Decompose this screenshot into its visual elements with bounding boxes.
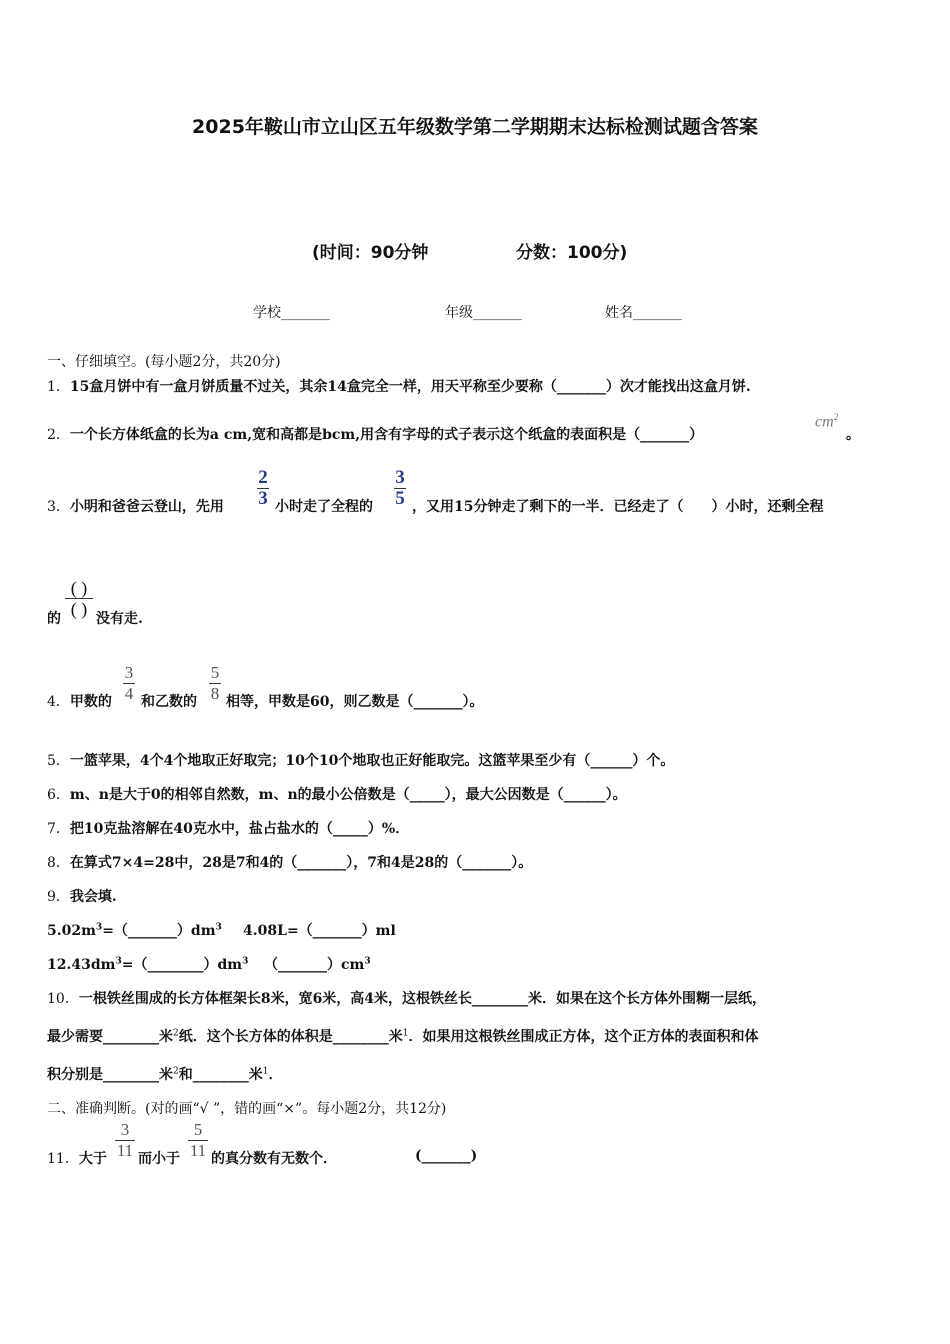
question-6	[47, 784, 627, 804]
answer-blank: (_______)	[415, 1148, 478, 1164]
question-number: 5．	[47, 753, 70, 769]
question-number: 1．	[47, 379, 70, 395]
name-field: 姓名_______	[605, 305, 682, 321]
question-7	[47, 818, 409, 838]
question-text-part2: 和乙数的	[141, 694, 197, 710]
question-number: 3．	[47, 499, 70, 515]
question-text-part2: 而小于	[138, 1151, 180, 1167]
question-3-line2a: 的	[47, 611, 61, 627]
question-text: 在算式7×4=28中，28是7和4的（_______），7和4是28的（_______）。	[69, 855, 533, 871]
question-11	[47, 1148, 107, 1168]
fraction-5-8: 5 8	[210, 663, 220, 703]
question-5	[47, 750, 674, 770]
section-2-heading: 二、准确判断。(对的画“√ ”，错的画“×”。每小题2分，共12分)	[47, 1101, 447, 1117]
question-text: 把10克盐溶解在40克水中，盐占盐水的（_____）%．	[69, 821, 410, 837]
question-text-part1: 小明和爸爸云登山，先用	[69, 499, 224, 515]
question-9-line-a: $5.02m^3=(\_\_\_\_\_\_\_)dm^3$	[47, 922, 222, 939]
question-number: 7．	[47, 821, 70, 837]
question-number: 11．	[47, 1151, 79, 1167]
question-10-line3: 积分别是________米$^2$和________米$^1$．	[47, 1066, 283, 1083]
question-1	[47, 376, 751, 396]
question-8	[47, 852, 532, 872]
question-number: 2．	[47, 427, 70, 443]
question-number: 6．	[47, 787, 70, 803]
page-title: 2025年鞍山市立山区五年级数学第二学期期末达标检测试题含答案	[192, 116, 758, 138]
question-text: 15盒月饼中有一盒月饼质量不过关，其余14盒完全一样，用天平称至少要称（_______）次才能找出这盒月饼.	[69, 379, 751, 395]
question-9	[47, 886, 117, 906]
question-number: 4．	[47, 694, 70, 710]
question-number: 8．	[47, 855, 70, 871]
question-text-part1: 大于	[78, 1151, 107, 1167]
question-3-line2b: 没有走.	[96, 611, 143, 627]
time-label: (时间：90分钟	[312, 243, 429, 263]
question-text-part2: 小时走了全程的	[275, 499, 373, 515]
fraction-5-11: 5 11	[189, 1120, 207, 1160]
question-number: 10．	[47, 991, 79, 1007]
question-9-line-a-part2: 4.08L=（_______）ml	[243, 923, 396, 939]
question-10	[47, 988, 766, 1008]
question-3	[47, 496, 224, 516]
question-2	[47, 424, 703, 444]
fraction-2-3: 2 3	[258, 467, 268, 509]
blank-fraction: ( ) ( )	[64, 578, 94, 619]
question-text: 我会填.	[69, 889, 117, 905]
question-text-part3: ，又用15分钟走了剩下的一半．已经走了（ ）小时，还剩全程	[412, 499, 824, 515]
question-text: m、n是大于0的相邻自然数，m、n的最小公倍数是（_____），最大公因数是（______）。	[69, 787, 627, 803]
unit-cm2: $cm^2$	[815, 412, 839, 431]
question-2-tail: 。	[846, 427, 860, 443]
question-9-line-b: $12.43dm^3=(\_\_\_\_\_\_\_\_)dm^3$	[47, 956, 249, 973]
question-text-part3: 相等，甲数是60，则乙数是（_______）。	[226, 694, 484, 710]
question-4	[47, 691, 112, 711]
question-text-part3: 的真分数有无数个．	[211, 1151, 337, 1167]
question-text: 一个长方体纸盒的长为a cm,宽和高都是bcm,用含有字母的式子表示这个纸盒的表面积是（_______）	[69, 427, 704, 443]
fraction-3-4: 3 4	[124, 663, 134, 703]
score-label: 分数：100分)	[516, 243, 628, 263]
question-text-line1: 一根铁丝围成的长方体框架长8米，宽6米，高4米，这根铁丝长________米．如果在这个长方体外围糊一层纸，	[78, 991, 767, 1007]
fraction-3-5: 3 5	[395, 467, 405, 509]
question-number: 9．	[47, 889, 70, 905]
grade-field: 年级_______	[445, 305, 522, 321]
section-1-heading: 一、仔细填空。(每小题2分，共20分)	[47, 354, 281, 370]
question-text-part1: 甲数的	[69, 694, 112, 710]
question-10-line2: 最少需要________米$^2$纸．这个长方体的体积是________米$^1$．如果用这根铁丝围成正方体，这个正方体的表面积和体	[47, 1028, 759, 1045]
question-text: 一篮苹果，4个4个地取正好取完；10个10个地取也正好能取完。这篮苹果至少有（______）个。	[69, 753, 675, 769]
school-field: 学校_______	[253, 305, 330, 321]
question-9-line-b-part2: $(\_\_\_\_\_\_\_)cm^3$	[264, 956, 371, 973]
fraction-3-11: 3 11	[116, 1120, 134, 1160]
